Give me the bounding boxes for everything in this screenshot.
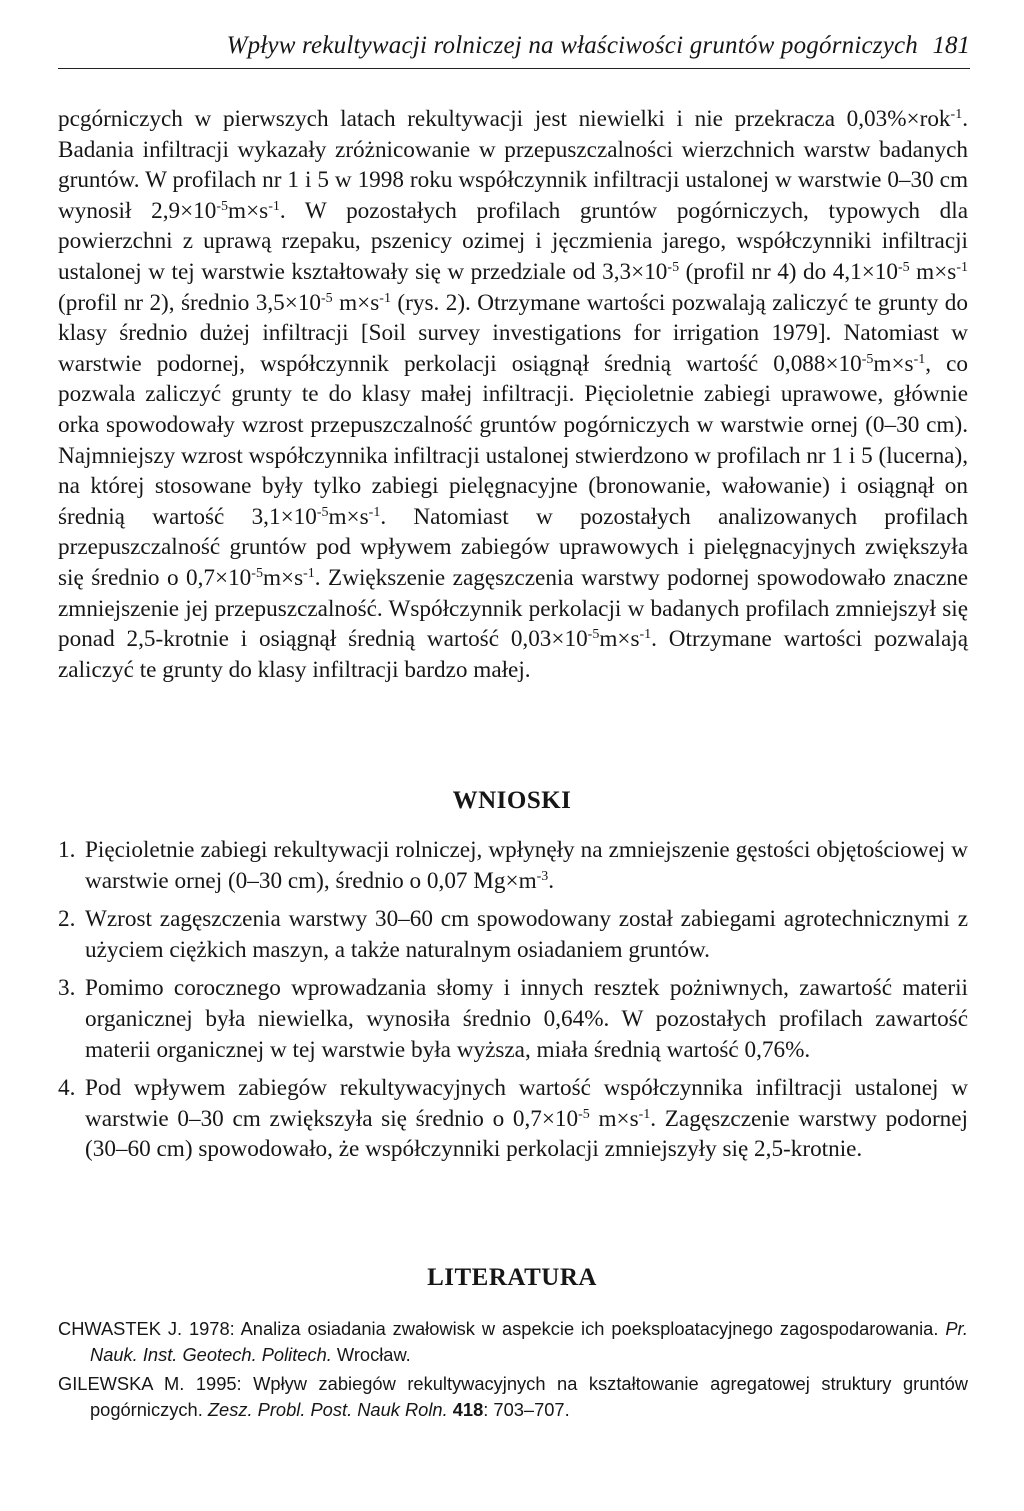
section-title-wnioski: WNIOSKI — [452, 787, 572, 814]
section-title-literatura: LITERATURA — [427, 1264, 597, 1291]
conclusion-item — [58, 973, 968, 1065]
page-number: 181 — [932, 32, 970, 59]
running-title: Wpływ rekultywacji rolniczej na właściwości gruntów pogórniczych — [226, 32, 918, 59]
conclusion-text: Pod wpływem zabiegów rekultywacyjnych wartość współczynnika infiltracji ustalonej w warstwie 0–30 cm zwiększyła się średnio o $0,7\times 10^{-5}$ $m\times s^{-1}$. Zagęszczenie warstwy podornej (30–60 cm) spowodowało, że współczynniki perkolacji zmniejszyły się 2,5-krotnie. — [85, 1075, 968, 1163]
conclusion-number: 2. — [58, 906, 76, 933]
conclusion-text: Wzrost zagęszczenia warstwy 30–60 cm spowodowany został zabiegami agrotechnicznymi z użyciem ciężkich maszyn, a także naturalnym osiadaniem gruntów. — [85, 906, 968, 963]
reference-item: GILEWSKA M. 1995: Wpływ zabiegów rekultywacyjnych na kształtowanie agregatowej struktury gruntów pogórniczych. Zesz. Probl. Post. Nauk Roln. 418: 703–707. — [58, 1373, 968, 1420]
conclusion-number: 4. — [58, 1075, 76, 1102]
conclusion-text: Pomimo corocznego wprowadzania słomy i innych resztek pożniwnych, zawartość materii organicznej była niewielka, wynosiła średnio 0,64%. W pozostałych profilach zawartość materii organicznej w tej warstwie była wyższa, miała średnią wartość 0,76%. — [85, 975, 968, 1063]
conclusion-item — [58, 904, 968, 965]
conclusion-number: 1. — [58, 837, 76, 863]
conclusion-number: 3. — [58, 975, 76, 1002]
reference-list — [58, 1316, 968, 1426]
conclusion-text: Pięcioletnie zabiegi rekultywacji rolniczej, wpłynęły na zmniejszenie gęstości objętościowej w warstwie ornej (0–30 cm), średnio o 0,07 $Mg\times m^{-3}$. — [85, 837, 968, 894]
conclusion-item — [58, 835, 968, 896]
reference-item: CHWASTEK J. 1978: Analiza osiadania zwałowisk w aspekcie ich poeksploatacyjnego zagospodarowania. Pr. Nauk. Inst. Geotech. Politech. Wrocław. — [58, 1318, 968, 1365]
running-header — [58, 28, 970, 69]
conclusions-list — [58, 835, 968, 1173]
conclusion-item — [58, 1073, 968, 1165]
body-paragraph: pcgórniczych w pierwszych latach rekultywacji jest niewielki i nie przekracza 0,03%×rok$^{-1}$. Badania infiltracji wykazały zróżnicowanie w przepuszczalności wierzchnich warstw badanych gruntów. W profilach nr 1 i 5 w 1998 roku współczynnik infiltracji ustalonej w warstwie 0–30 cm wynosił $2,9\times 10^{-5}m\times s^{-1}$. W pozostałych profilach gruntów pogórniczych, typowych dla powierzchni z uprawą rzepaku, pszenicy ozimej i jęczmienia jarego, współczynniki infiltracji ustalonej w tej warstwie kształtowały się w przedziale od $3,3\times 10^{-5}$ (profil nr 4) do $4,1\times 10^{-5}$ $m\times s^{-1}$ (profil nr 2), średnio $3,5\times 10^{-5}$ $m\times s^{-1}$ (rys. 2). Otrzymane wartości pozwalają zaliczyć te grunty do klasy średnio dużej infiltracji [Soil survey investigations for irrigation 1979]. Natomiast w warstwie podornej, współczynnik perkolacji osiągnął średnią wartość $0,088\times 10^{-5}m\times s^{-1}$, co pozwala zaliczyć grunty te do klasy małej infiltracji. Pięcioletnie zabiegi uprawowe, głównie orka spowodowały wzrost przepuszczalność gruntów pogórniczych w warstwie ornej (0–30 cm). Najmniejszy wzrost współczynnika infiltracji ustalonej stwierdzono w profilach nr 1 i 5 (lucerna), na której stosowane były tylko zabiegi pielęgnacyjne (bronowanie, wałowanie) i osiągnął on średnią wartość $3,1\times 10^{-5}m\times s^{-1}$. Natomiast w pozostałych analizowanych profilach przepuszczalność gruntów pod wpływem zabiegów uprawowych i pielęgnacyjnych zwiększyła się średnio o $0,7\times 10^{-5}m\times s^{-1}$. Zwiększenie zagęszczenia warstwy podornej spowodowało znaczne zmniejszenie jej przepuszczalność. Współczynnik perkolacji w badanych profilach zmniejszył się ponad 2,5-krotnie i osiągnął średnią wartość $0,03\times 10^{-5}m\times s^{-1}$. Otrzymane wartości pozwalają zaliczyć te grunty do klasy infiltracji bardzo małej. — [58, 106, 968, 683]
